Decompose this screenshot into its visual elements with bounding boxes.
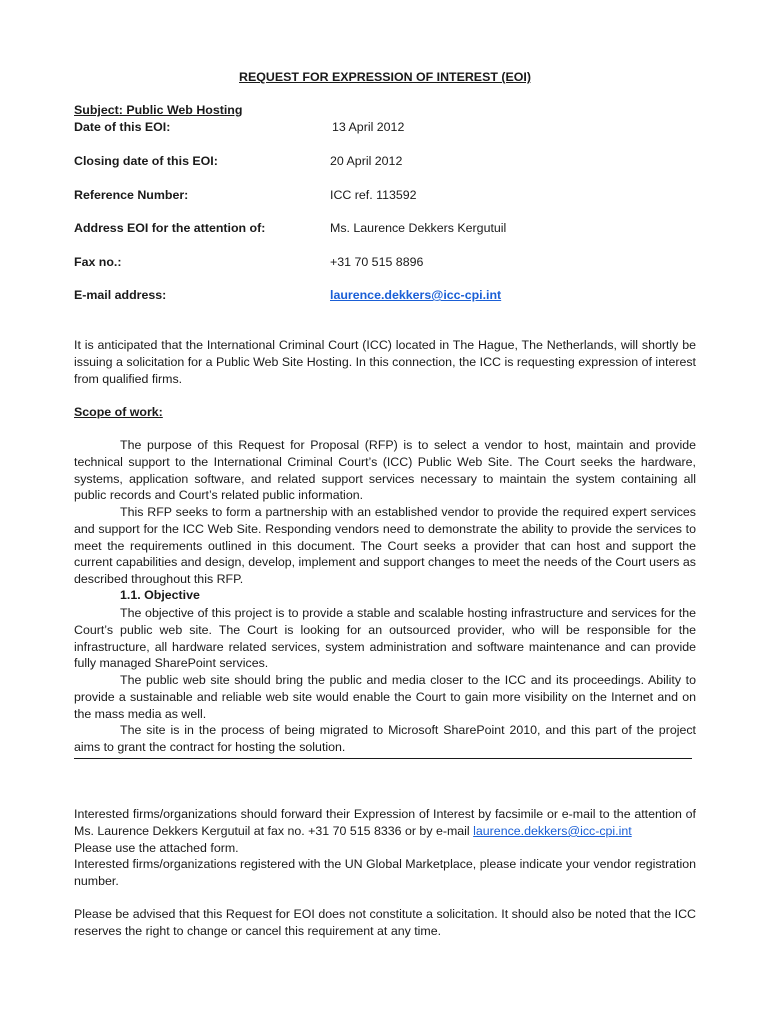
reference-value: ICC ref. 113592 bbox=[330, 188, 417, 202]
objective-paragraph: The objective of this project is to provide a stable and scalable hosting infrastructure and services for the Court’s public web site. The Court is looking for an outsourced provider, who will be responsible for the infrastructure, all hardware related services, system administration and software maintenance and can provide fully managed SharePoint services. bbox=[74, 606, 696, 671]
forward-paragraph bbox=[74, 806, 696, 840]
document-title: REQUEST FOR EXPRESSION OF INTEREST (EOI) bbox=[239, 70, 531, 84]
date-label: Date of this EOI: bbox=[74, 120, 171, 134]
date-value: 13 April 2012 bbox=[332, 120, 405, 134]
public-site-paragraph: The public web site should bring the public and media closer to the ICC and its proceedings. Ability to provide a sustainable and reliable web site would enable the Court to gain more visibility on the Internet and on the mass media as well. bbox=[74, 673, 696, 721]
fax-label: Fax no.: bbox=[74, 255, 122, 269]
scope-paragraph-partnership: This RFP seeks to form a partnership with an established vendor to provide the required expert services and support for the ICC Web Site. Responding vendors need to demonstrate the ability to provide the services to meet the requirements outlined in this document. The Court seeks a provider that can host and support the current capabilities and design, develop, implement and support changes to meet the needs of the Court users as described throughout this RFP. bbox=[74, 505, 696, 587]
email-link[interactable]: laurence.dekkers@icc-cpi.int bbox=[330, 288, 502, 302]
attention-label: Address EOI for the attention of: bbox=[74, 221, 266, 235]
scope-heading: Scope of work: bbox=[74, 405, 163, 419]
email-label: E-mail address: bbox=[74, 288, 167, 302]
attached-form-note: Please use the attached form. bbox=[74, 841, 239, 855]
scope-paragraph-purpose: The purpose of this Request for Proposal (RFP) is to select a vendor to host, maintain and provide technical support to the International Criminal Court’s (ICC) Public Web Site. The Court seeks the hardware, systems, application software, and related support services necessary to maintain the system containing all public records and Court’s related public information. bbox=[74, 438, 696, 503]
closing-date-value: 20 April 2012 bbox=[330, 154, 403, 168]
reference-label: Reference Number: bbox=[74, 188, 189, 202]
attention-value: Ms. Laurence Dekkers Kergutuil bbox=[330, 221, 507, 235]
ungm-paragraph: Interested firms/organizations registered with the UN Global Marketplace, please indicate your vendor registration number. bbox=[74, 857, 696, 888]
subject-line: Subject: Public Web Hosting bbox=[74, 103, 243, 117]
section-divider bbox=[74, 758, 692, 759]
fax-value: +31 70 515 8896 bbox=[330, 255, 424, 269]
objective-heading: 1.1. Objective bbox=[120, 588, 200, 602]
advisory-paragraph: Please be advised that this Request for EOI does not constitute a solicitation. It should also be noted that the ICC reserves the right to change or cancel this requirement at any time. bbox=[74, 907, 696, 938]
intro-paragraph: It is anticipated that the International Criminal Court (ICC) located in The Hague, The Netherlands, will shortly be issuing a solicitation for a Public Web Site Hosting. In this connection, the ICC is requesting expression of interest from qualified firms. bbox=[74, 338, 696, 386]
migration-paragraph: The site is in the process of being migrated to Microsoft SharePoint 2010, and this part of the project aims to grant the contract for hosting the solution. bbox=[74, 723, 696, 754]
forward-text: Interested firms/organizations should forward their Expression of Interest by facsimile or e-mail to the attention of Ms. Laurence Dekkers Kergutuil at fax no. +31 70 515 8336 or by e-mail bbox=[74, 807, 696, 838]
closing-date-label: Closing date of this EOI: bbox=[74, 154, 218, 168]
forward-email-link[interactable]: laurence.dekkers@icc-cpi.int bbox=[473, 823, 632, 838]
